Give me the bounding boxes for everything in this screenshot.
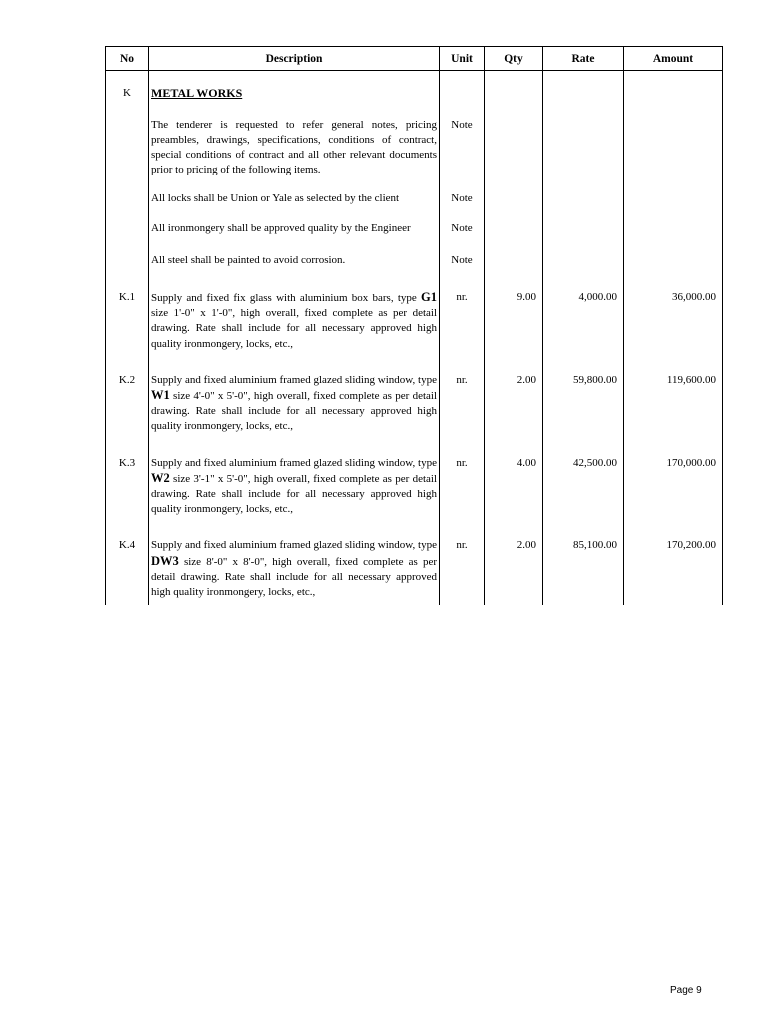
table-row: [106, 268, 723, 352]
note-unit: Note: [440, 236, 485, 268]
type-code: W2: [151, 470, 170, 485]
table-row: [106, 517, 723, 605]
item-no: K.1: [106, 268, 149, 352]
header-unit: Unit: [440, 47, 485, 71]
section-no: K: [106, 71, 149, 104]
note-row: [106, 207, 723, 236]
header-amount: Amount: [624, 47, 723, 71]
note-unit: Note: [440, 178, 485, 207]
item-rate: 42,500.00: [543, 435, 624, 518]
item-qty: 2.00: [485, 352, 543, 435]
note-text: All steel shall be painted to avoid corrosion.: [149, 236, 440, 268]
item-description: Supply and fixed aluminium framed glazed sliding window, type DW3 size 8'-0" x 8'-0", high overall, fixed complete as per detail drawing. Rate shall include for all necessary approved high quality ironmongery, locks, etc.,: [149, 517, 440, 605]
item-qty: 9.00: [485, 268, 543, 352]
table-row: [106, 435, 723, 518]
item-unit: nr.: [440, 268, 485, 352]
item-unit: nr.: [440, 517, 485, 605]
item-rate: 85,100.00: [543, 517, 624, 605]
type-code: G1: [421, 289, 437, 304]
note-text: All locks shall be Union or Yale as selected by the client: [149, 178, 440, 207]
note-row: [106, 178, 723, 207]
note-unit: Note: [440, 207, 485, 236]
page-number: Page 9: [670, 985, 702, 996]
note-row: [106, 236, 723, 268]
item-description: Supply and fixed aluminium framed glazed sliding window, type W1 size 4'-0" x 5'-0", high overall, fixed complete as per detail drawing. Rate shall include for all necessary approved high quality ironmongery, locks, etc.,: [149, 352, 440, 435]
note-text: All ironmongery shall be approved quality by the Engineer: [149, 207, 440, 236]
item-qty: 2.00: [485, 517, 543, 605]
item-amount: 119,600.00: [624, 352, 723, 435]
note-unit: Note: [440, 104, 485, 178]
section-title: METAL WORKS: [151, 86, 243, 100]
note-row: [106, 104, 723, 178]
item-no: K.2: [106, 352, 149, 435]
bill-of-quantities-table: [105, 46, 723, 605]
item-unit: nr.: [440, 352, 485, 435]
section-row: [106, 71, 723, 104]
header-rate: Rate: [543, 47, 624, 71]
item-rate: 59,800.00: [543, 352, 624, 435]
type-code: DW3: [151, 553, 179, 568]
table-row: [106, 352, 723, 435]
item-amount: 170,200.00: [624, 517, 723, 605]
item-amount: 170,000.00: [624, 435, 723, 518]
header-no: No: [106, 47, 149, 71]
item-no: K.4: [106, 517, 149, 605]
item-rate: 4,000.00: [543, 268, 624, 352]
item-description: Supply and fixed fix glass with aluminium box bars, type G1 size 1'-0" x 1'-0", high overall, fixed complete as per detail drawing. Rate shall include for all necessary approved high quality ironmongery, locks, etc.,: [149, 268, 440, 352]
item-description: Supply and fixed aluminium framed glazed sliding window, type W2 size 3'-1" x 5'-0", high overall, fixed complete as per detail drawing. Rate shall include for all necessary approved high quality ironmongery, locks, etc.,: [149, 435, 440, 518]
item-qty: 4.00: [485, 435, 543, 518]
header-description: Description: [149, 47, 440, 71]
item-no: K.3: [106, 435, 149, 518]
note-text: The tenderer is requested to refer general notes, pricing preambles, drawings, specifications, conditions of contract, special conditions of contract and all other relevant documents prior to pricing of the following items.: [151, 118, 437, 175]
type-code: W1: [151, 387, 170, 402]
header-row: [106, 47, 723, 71]
header-qty: Qty: [485, 47, 543, 71]
item-unit: nr.: [440, 435, 485, 518]
item-amount: 36,000.00: [624, 268, 723, 352]
